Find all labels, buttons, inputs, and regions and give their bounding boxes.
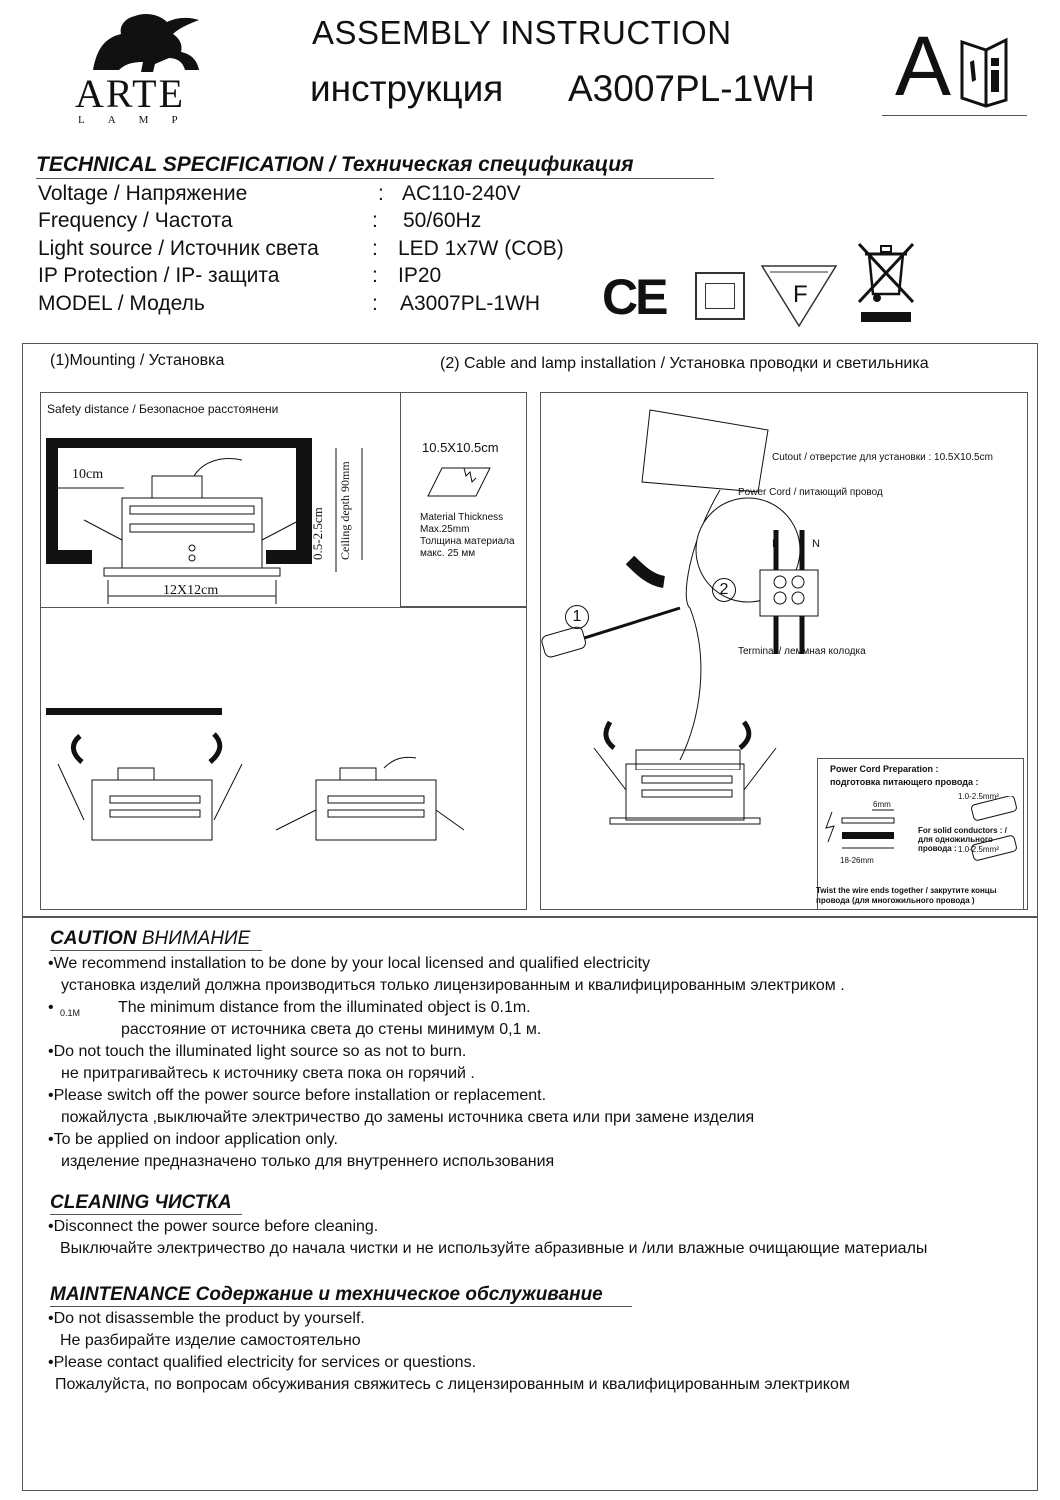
- prep-twist: Twist the wire ends together / закрутите концы провода (для многожильного провода ): [816, 886, 997, 905]
- ce-mark: CE: [602, 269, 666, 325]
- prep-sq1: 1.0-2.5mm²: [958, 792, 999, 801]
- step-2-badge: 2: [712, 578, 736, 602]
- spec-value: LED 1x7W (COB): [398, 237, 564, 260]
- badge-letter: A: [895, 19, 952, 113]
- manual-book-icon: [958, 36, 1010, 108]
- insertion-diagrams: [44, 700, 524, 850]
- spec-value: IP20: [398, 264, 442, 287]
- spec-label: MODEL / Модель: [38, 292, 205, 315]
- terminal-n: N: [812, 538, 820, 550]
- maintenance-text: •Do not disassemble the product by yourself. Не разбирайте изделие самостоятельно •Please contact qualified electricity for services or questions. Пожалуйста, по вопросам обсуживания свяжитесь с лицензированным и квалифицированным электриком: [48, 1310, 850, 1393]
- cable-title: (2) Cable and lamp installation / Установка проводки и светильника: [440, 355, 929, 372]
- material-sheet-icon: [424, 464, 494, 504]
- dim-12x12: 12X12cm: [163, 583, 219, 598]
- caution-list: •We recommend installation to be done by your local licensed and qualified electricity установка изделий должна производиться только лицензированным и квалифицированным электриком . • 0.1M The minimum distance from the illuminated object is 0.1m. расстояние от источника света до стены минимум 0,1 м. •Do not touch the illuminated light source so as not to burn. не притрагивайтесь к источнику света пока он горячий . •Please switch off the power source before installation or replacement. пожайлуста ,выключайте электричество до замены источника света или при замене изделия •To be applied on indoor application only. изделение предназначено только для внутреннего использования: [48, 955, 845, 1170]
- spec-value: 50/60Hz: [403, 209, 482, 232]
- cutout-size: 10.5X10.5cm: [422, 440, 499, 455]
- terminal-l: L: [772, 538, 779, 550]
- page-title: ASSEMBLY INSTRUCTION: [312, 14, 732, 51]
- spec-label: Light source / Источник света: [38, 237, 319, 260]
- header-model: A3007PL-1WH: [568, 68, 815, 109]
- caution-heading: CAUTION ВНИМАНИЕ: [50, 928, 251, 949]
- class-ii-icon: [695, 272, 745, 320]
- cutout-label: Cutout / отверстие для установки : 10.5X10.5cm: [772, 452, 993, 463]
- brand-name: ARTE: [75, 71, 186, 116]
- prep-6mm: 6mm: [873, 800, 891, 809]
- cleaning-text: •Disconnect the power source before cleaning. Выключайте электричество до начала чистки и не используйте абразивные и /или влажные очищающие материалы: [48, 1218, 928, 1257]
- maintenance-heading: MAINTENANCE Содержание и техническое обслуживание: [50, 1284, 603, 1305]
- prep-len: 18-26mm: [840, 856, 874, 865]
- prep-title: Power Cord Preparation :: [830, 764, 939, 774]
- brand-sub: LAMP: [78, 114, 201, 126]
- step-1-badge: 1: [565, 605, 589, 629]
- subtitle-ru: инструкция: [310, 68, 504, 109]
- terminal-label: Terminal / леммная колодка: [738, 646, 866, 657]
- power-cord-label: Power Cord / питающий провод: [738, 487, 883, 498]
- distance-icon: 0.1M: [60, 1008, 81, 1018]
- safety-label: Safety distance / Безопасное расстоянени: [47, 402, 279, 416]
- dim-ceiling: Ceiling depth 90mm: [338, 461, 352, 560]
- spec-label: Voltage / Напряжение: [38, 182, 248, 205]
- spec-value: AC110-240V: [402, 182, 521, 205]
- cleaning-heading: CLEANING ЧИСТКА: [50, 1192, 232, 1213]
- wiring-diagram: [540, 440, 960, 770]
- lion-logo-icon: [75, 8, 205, 78]
- dim-depth: 0.5-2.5cm: [310, 507, 325, 560]
- dim-10cm: 10cm: [72, 467, 104, 482]
- f-mark: F: [793, 281, 808, 308]
- spec-label: IP Protection / IP- защита: [38, 264, 280, 287]
- material-note: Material Thickness Max.25mm Толщина материала макс. 25 мм: [420, 512, 515, 559]
- spec-value: A3007PL-1WH: [400, 292, 541, 315]
- lamp-insert-icon: [590, 740, 780, 830]
- prep-solid: For solid conductors : / для одножильного провода :: [918, 826, 1007, 853]
- ceiling-cross-section: [44, 420, 384, 610]
- prep-title-ru: подготовка питающего провода :: [830, 777, 979, 787]
- spec-label: Frequency / Частота: [38, 209, 233, 232]
- mounting-title: (1)Mounting / Установка: [50, 352, 225, 369]
- weee-bin-icon: [855, 240, 917, 326]
- spec-heading: TECHNICAL SPECIFICATION / Техническая спецификация: [36, 153, 634, 176]
- prep-sq2: 1.0-2.5mm²: [958, 845, 999, 854]
